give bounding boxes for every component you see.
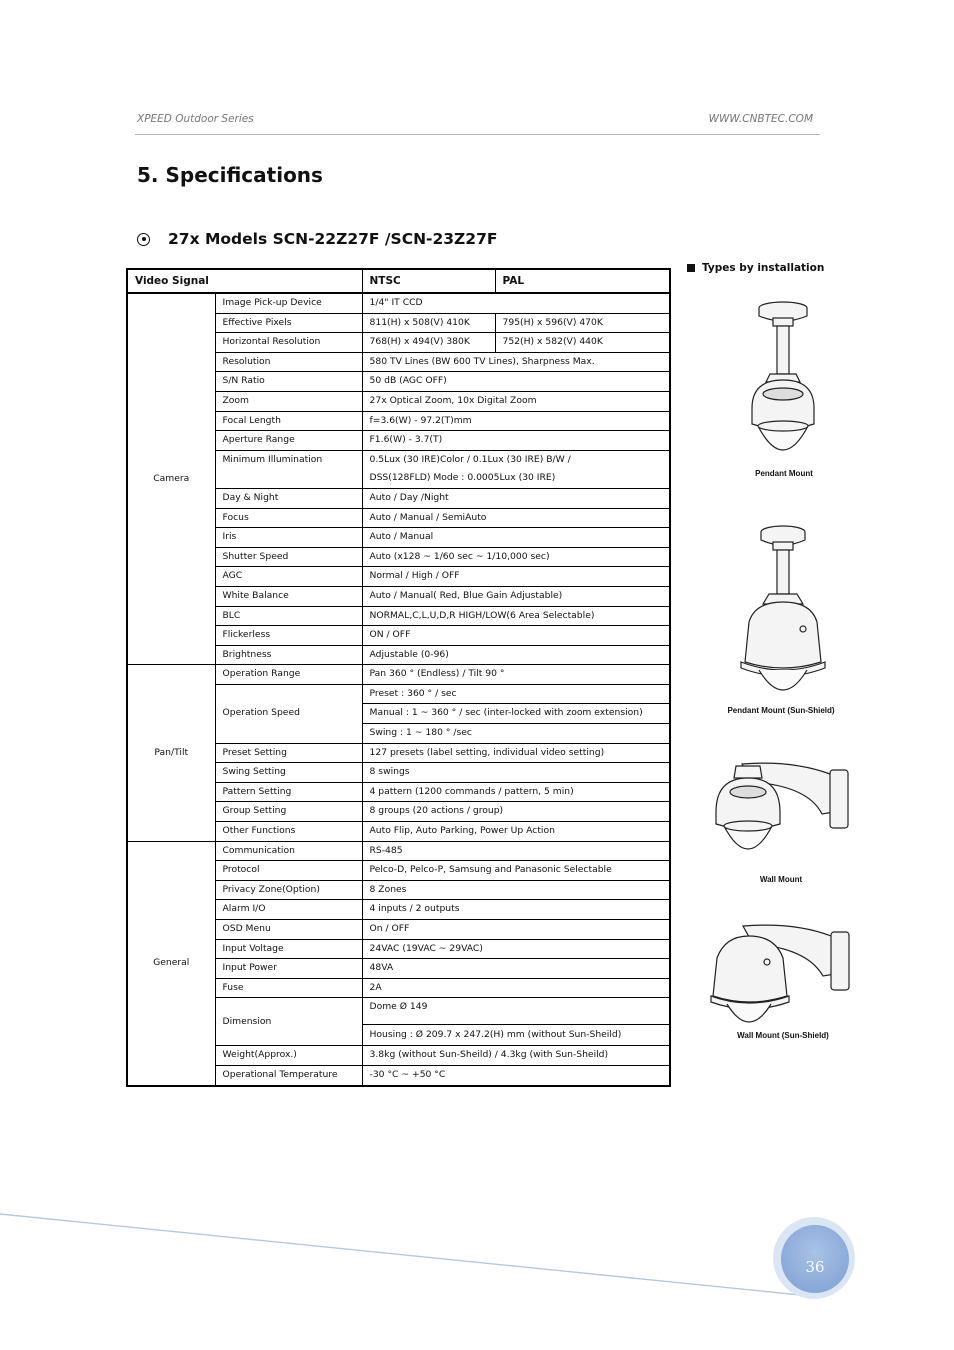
row-value: 24VAC (19VAC ~ 29VAC): [362, 939, 670, 959]
row-value: 50 dB (AGC OFF): [362, 372, 670, 392]
row-value: 1/4" IT CCD: [362, 293, 670, 313]
row-value-ntsc: 811(H) x 508(V) 410K: [362, 313, 495, 333]
row-value: Auto (x128 ~ 1/60 sec ~ 1/10,000 sec): [362, 547, 670, 567]
row-value: 4 pattern (1200 commands / pattern, 5 min): [362, 782, 670, 802]
row-value: Housing : Ø 209.7 x 247.2(H) mm (without Sun-Sheild): [362, 1025, 670, 1046]
row-value: Dome Ø 149: [362, 998, 670, 1025]
category-general: General: [127, 841, 215, 1085]
col-ntsc: NTSC: [362, 269, 495, 293]
row-value: F1.6(W) - 3.7(T): [362, 431, 670, 451]
row-label: Operation Speed: [215, 684, 362, 743]
row-label: Communication: [215, 841, 362, 861]
row-value: Auto / Manual: [362, 528, 670, 548]
row-label: Input Voltage: [215, 939, 362, 959]
row-label: Pattern Setting: [215, 782, 362, 802]
caption-pendant-sunshield: Pendant Mount (Sun-Shield): [727, 706, 835, 715]
row-label: Horizontal Resolution: [215, 333, 362, 353]
row-label: Fuse: [215, 978, 362, 998]
row-label: S/N Ratio: [215, 372, 362, 392]
row-value: Auto / Day /Night: [362, 488, 670, 508]
row-label: Effective Pixels: [215, 313, 362, 333]
row-value: ON / OFF: [362, 626, 670, 646]
row-label: BLC: [215, 606, 362, 626]
row-label: Focal Length: [215, 411, 362, 431]
row-value: 127 presets (label setting, individual video setting): [362, 743, 670, 763]
row-value: 8 groups (20 actions / group): [362, 802, 670, 822]
row-value: Auto / Manual( Red, Blue Gain Adjustable): [362, 586, 670, 606]
subtitle-text: 27x Models SCN-22Z27F /SCN-23Z27F: [168, 230, 498, 248]
row-value-pal: 752(H) x 582(V) 440K: [495, 333, 670, 353]
row-label: Input Power: [215, 959, 362, 979]
row-value: 27x Optical Zoom, 10x Digital Zoom: [362, 391, 670, 411]
row-value: NORMAL,C,L,U,D,R HIGH/LOW(6 Area Selectable): [362, 606, 670, 626]
row-value: Normal / High / OFF: [362, 567, 670, 587]
row-value: Pan 360 ° (Endless) / Tilt 90 °: [362, 665, 670, 685]
row-label: Iris: [215, 528, 362, 548]
row-value: f=3.6(W) - 97.2(T)mm: [362, 411, 670, 431]
row-value: 3.8kg (without Sun-Sheild) / 4.3kg (with Sun-Sheild): [362, 1046, 670, 1066]
row-value: RS-485: [362, 841, 670, 861]
row-label: Brightness: [215, 645, 362, 665]
category-camera: Camera: [127, 293, 215, 665]
row-value: 4 inputs / 2 outputs: [362, 900, 670, 920]
row-value: Preset : 360 ° / sec: [362, 684, 670, 704]
row-label: Other Functions: [215, 822, 362, 842]
row-label: Aperture Range: [215, 431, 362, 451]
row-value: 0.5Lux (30 IRE)Color / 0.1Lux (30 IRE) B/W /: [362, 450, 670, 469]
row-value: Manual : 1 ~ 360 ° / sec (inter-locked with zoom extension): [362, 704, 670, 724]
row-label: Dimension: [215, 998, 362, 1046]
row-label: Protocol: [215, 861, 362, 881]
row-value: 48VA: [362, 959, 670, 979]
page-number: 36: [781, 1225, 849, 1293]
row-value: Adjustable (0-96): [362, 645, 670, 665]
row-value: Auto / Manual / SemiAuto: [362, 508, 670, 528]
row-label: White Balance: [215, 586, 362, 606]
row-label: AGC: [215, 567, 362, 587]
row-label: Privacy Zone(Option): [215, 880, 362, 900]
row-label: Shutter Speed: [215, 547, 362, 567]
row-value: 580 TV Lines (BW 600 TV Lines), Sharpness Max.: [362, 352, 670, 372]
row-value: Pelco-D, Pelco-P, Samsung and Panasonic Selectable: [362, 861, 670, 881]
row-label: Preset Setting: [215, 743, 362, 763]
row-value-ntsc: 768(H) x 494(V) 380K: [362, 333, 495, 353]
caption-pendant-mount: Pendant Mount: [755, 469, 813, 478]
row-label: Weight(Approx.): [215, 1046, 362, 1066]
row-value: 2A: [362, 978, 670, 998]
row-label: Focus: [215, 508, 362, 528]
row-label: Group Setting: [215, 802, 362, 822]
row-value: Auto Flip, Auto Parking, Power Up Action: [362, 822, 670, 842]
row-label: Minimum Illumination: [215, 450, 362, 488]
row-value: On / OFF: [362, 920, 670, 940]
row-value: 8 swings: [362, 763, 670, 783]
page-title: 5. Specifications: [137, 163, 323, 187]
col-video-signal: Video Signal: [127, 269, 362, 293]
installation-heading-text: Types by installation: [702, 262, 825, 274]
row-label: Operation Range: [215, 665, 362, 685]
header-series: XPEED Outdoor Series: [137, 113, 254, 125]
row-label: Day & Night: [215, 488, 362, 508]
col-pal: PAL: [495, 269, 670, 293]
row-value: -30 °C ~ +50 °C: [362, 1065, 670, 1085]
row-value-pal: 795(H) x 596(V) 470K: [495, 313, 670, 333]
row-value: 8 Zones: [362, 880, 670, 900]
caption-wall-sunshield: Wall Mount (Sun-Shield): [737, 1031, 829, 1040]
row-label: Zoom: [215, 391, 362, 411]
row-value: DSS(128FLD) Mode : 0.0005Lux (30 IRE): [362, 469, 670, 488]
row-label: Swing Setting: [215, 763, 362, 783]
caption-wall-mount: Wall Mount: [759, 875, 803, 884]
row-value: Swing : 1 ~ 180 ° /sec: [362, 724, 670, 744]
header-website: WWW.CNBTEC.COM: [708, 113, 813, 125]
row-label: Operational Temperature: [215, 1065, 362, 1085]
row-label: Resolution: [215, 352, 362, 372]
category-pantilt: Pan/Tilt: [127, 665, 215, 841]
row-label: OSD Menu: [215, 920, 362, 940]
row-label: Image Pick-up Device: [215, 293, 362, 313]
row-label: Alarm I/O: [215, 900, 362, 920]
row-label: Flickerless: [215, 626, 362, 646]
